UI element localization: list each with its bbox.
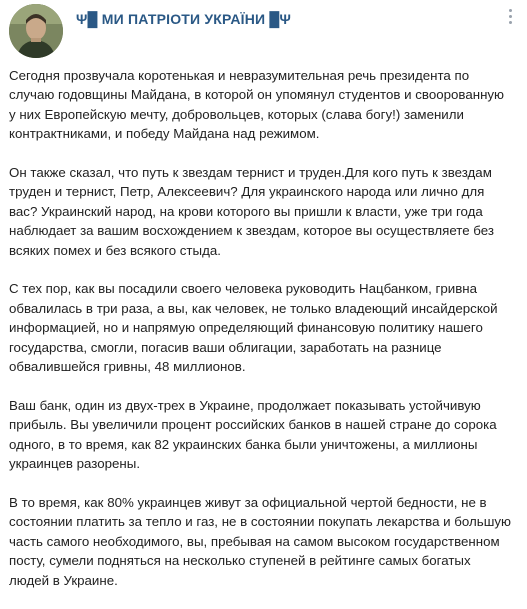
avatar[interactable] <box>9 4 63 58</box>
menu-dot <box>509 15 512 18</box>
menu-dot <box>509 9 512 12</box>
post-paragraph: В то время, как 80% украинцев живут за официальной чертой бедности, не в состоянии платить за тепло и газ, не в состоянии покупать лекарства и большую часть самого необходимого, вы, пребывая на самом высоком государственном посту, сумели подняться на несколько ступеней в рейтинге самых богатых людей в Украине. <box>9 494 511 588</box>
post-paragraph: Ваш банк, один из двух-трех в Украине, продолжает показывать устойчивую прибыль. Вы увеличили процент российских банков в нашей стране до сорока одного, в то время, как 82 украинских банка были уничтожены, а миллионы украинцев разорены. <box>9 397 497 472</box>
avatar-image <box>9 4 63 58</box>
post-paragraph: Сегодня прозвучала коротенькая и невразумительная речь президента по случаю годовщины Майдана, в которой он упомянул студентов и своорованную у них Европейскую мечту, добровольцев, которых (слава богу!) заменили контрактниками, и победу Майдана над режимом. <box>9 68 505 142</box>
post-header <box>0 0 527 56</box>
post-paragraph: Он также сказал, что путь к звездам тернист и труден.Для кого путь к звездам труден и тернист, Петр, Алексеевич? Для украинского народа или лично для вас? Украинский народ, на крови которого вы пришли к власти, уже три года наблюдает за вашим восхождением к звездам, которое вы осуществляете без всяких помех и без всякого стыда. <box>9 165 494 258</box>
menu-dot <box>509 21 512 24</box>
post-paragraph: С тех пор, как вы посадили своего человека руководить Нацбанком, гривна обвалилась в три раза, а вы, как человек, не только владеющий инсайдерской информацией, но и напрямую определяющий финансовую политику нашего государства, смогли, погасив ваши облигации, заработать на разнице обвалившейся гривны, 48 миллионов. <box>9 281 498 375</box>
post-author[interactable]: Ψ█ МИ ПАТРІОТИ УКРАЇНИ █Ψ <box>76 11 292 27</box>
more-options-icon[interactable] <box>503 6 517 26</box>
post-text <box>9 66 514 609</box>
